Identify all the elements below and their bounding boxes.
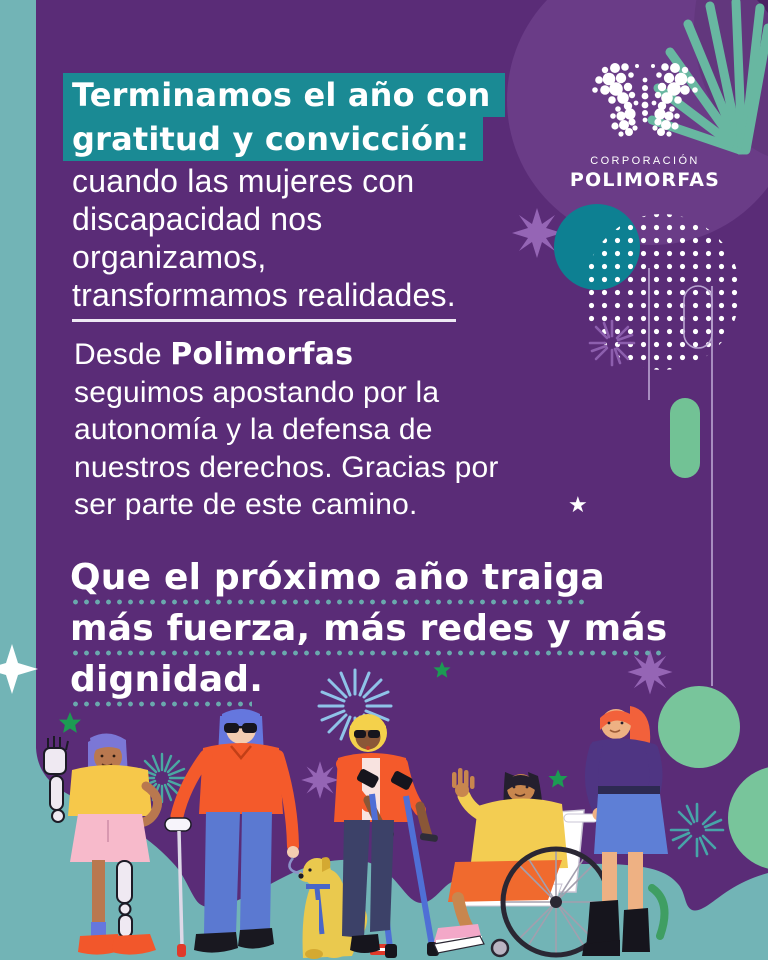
- body-line3: autonomía y la defensa de: [74, 413, 433, 446]
- headline-line1: Terminamos el año con: [63, 73, 505, 117]
- closing-paragraph: [70, 554, 667, 707]
- intro-line4-underlined: transformamos realidades.: [72, 276, 456, 322]
- headline-line2: gratitud y convicción:: [63, 117, 483, 161]
- body-line2: seguimos apostando por la: [74, 375, 440, 409]
- intro-line2: discapacidad nos: [72, 201, 323, 237]
- green-capsule: [670, 398, 700, 478]
- intro-paragraph: [72, 162, 456, 322]
- body-line4: nuestros derechos. Gracias por: [74, 450, 499, 484]
- body-line5: ser parte de este camino.: [74, 488, 418, 521]
- logo-name-text: POLIMORFAS: [569, 169, 721, 191]
- intro-line3: organizamos,: [72, 239, 267, 275]
- closing-line2: más fuerza, más redes y más: [70, 608, 668, 649]
- dotted-butterfly-icon: [585, 58, 705, 144]
- closing-line1: Que el próximo año traiga: [70, 557, 605, 598]
- closing-line3: dignidad.: [70, 659, 264, 700]
- green-circle-balloon: [658, 686, 740, 768]
- body-paragraph: [74, 336, 499, 524]
- body-brand: Polimorfas: [170, 337, 354, 372]
- logo-org-text: CORPORACIÓN: [590, 155, 700, 167]
- headline: [63, 73, 505, 161]
- body-lead: Desde: [74, 338, 171, 371]
- dotted-balloon: [584, 214, 740, 370]
- intro-line1: cuando las mujeres con: [72, 163, 415, 199]
- white-star-icon: ★: [568, 492, 588, 517]
- logo-corporacion-polimorfas: [557, 58, 733, 191]
